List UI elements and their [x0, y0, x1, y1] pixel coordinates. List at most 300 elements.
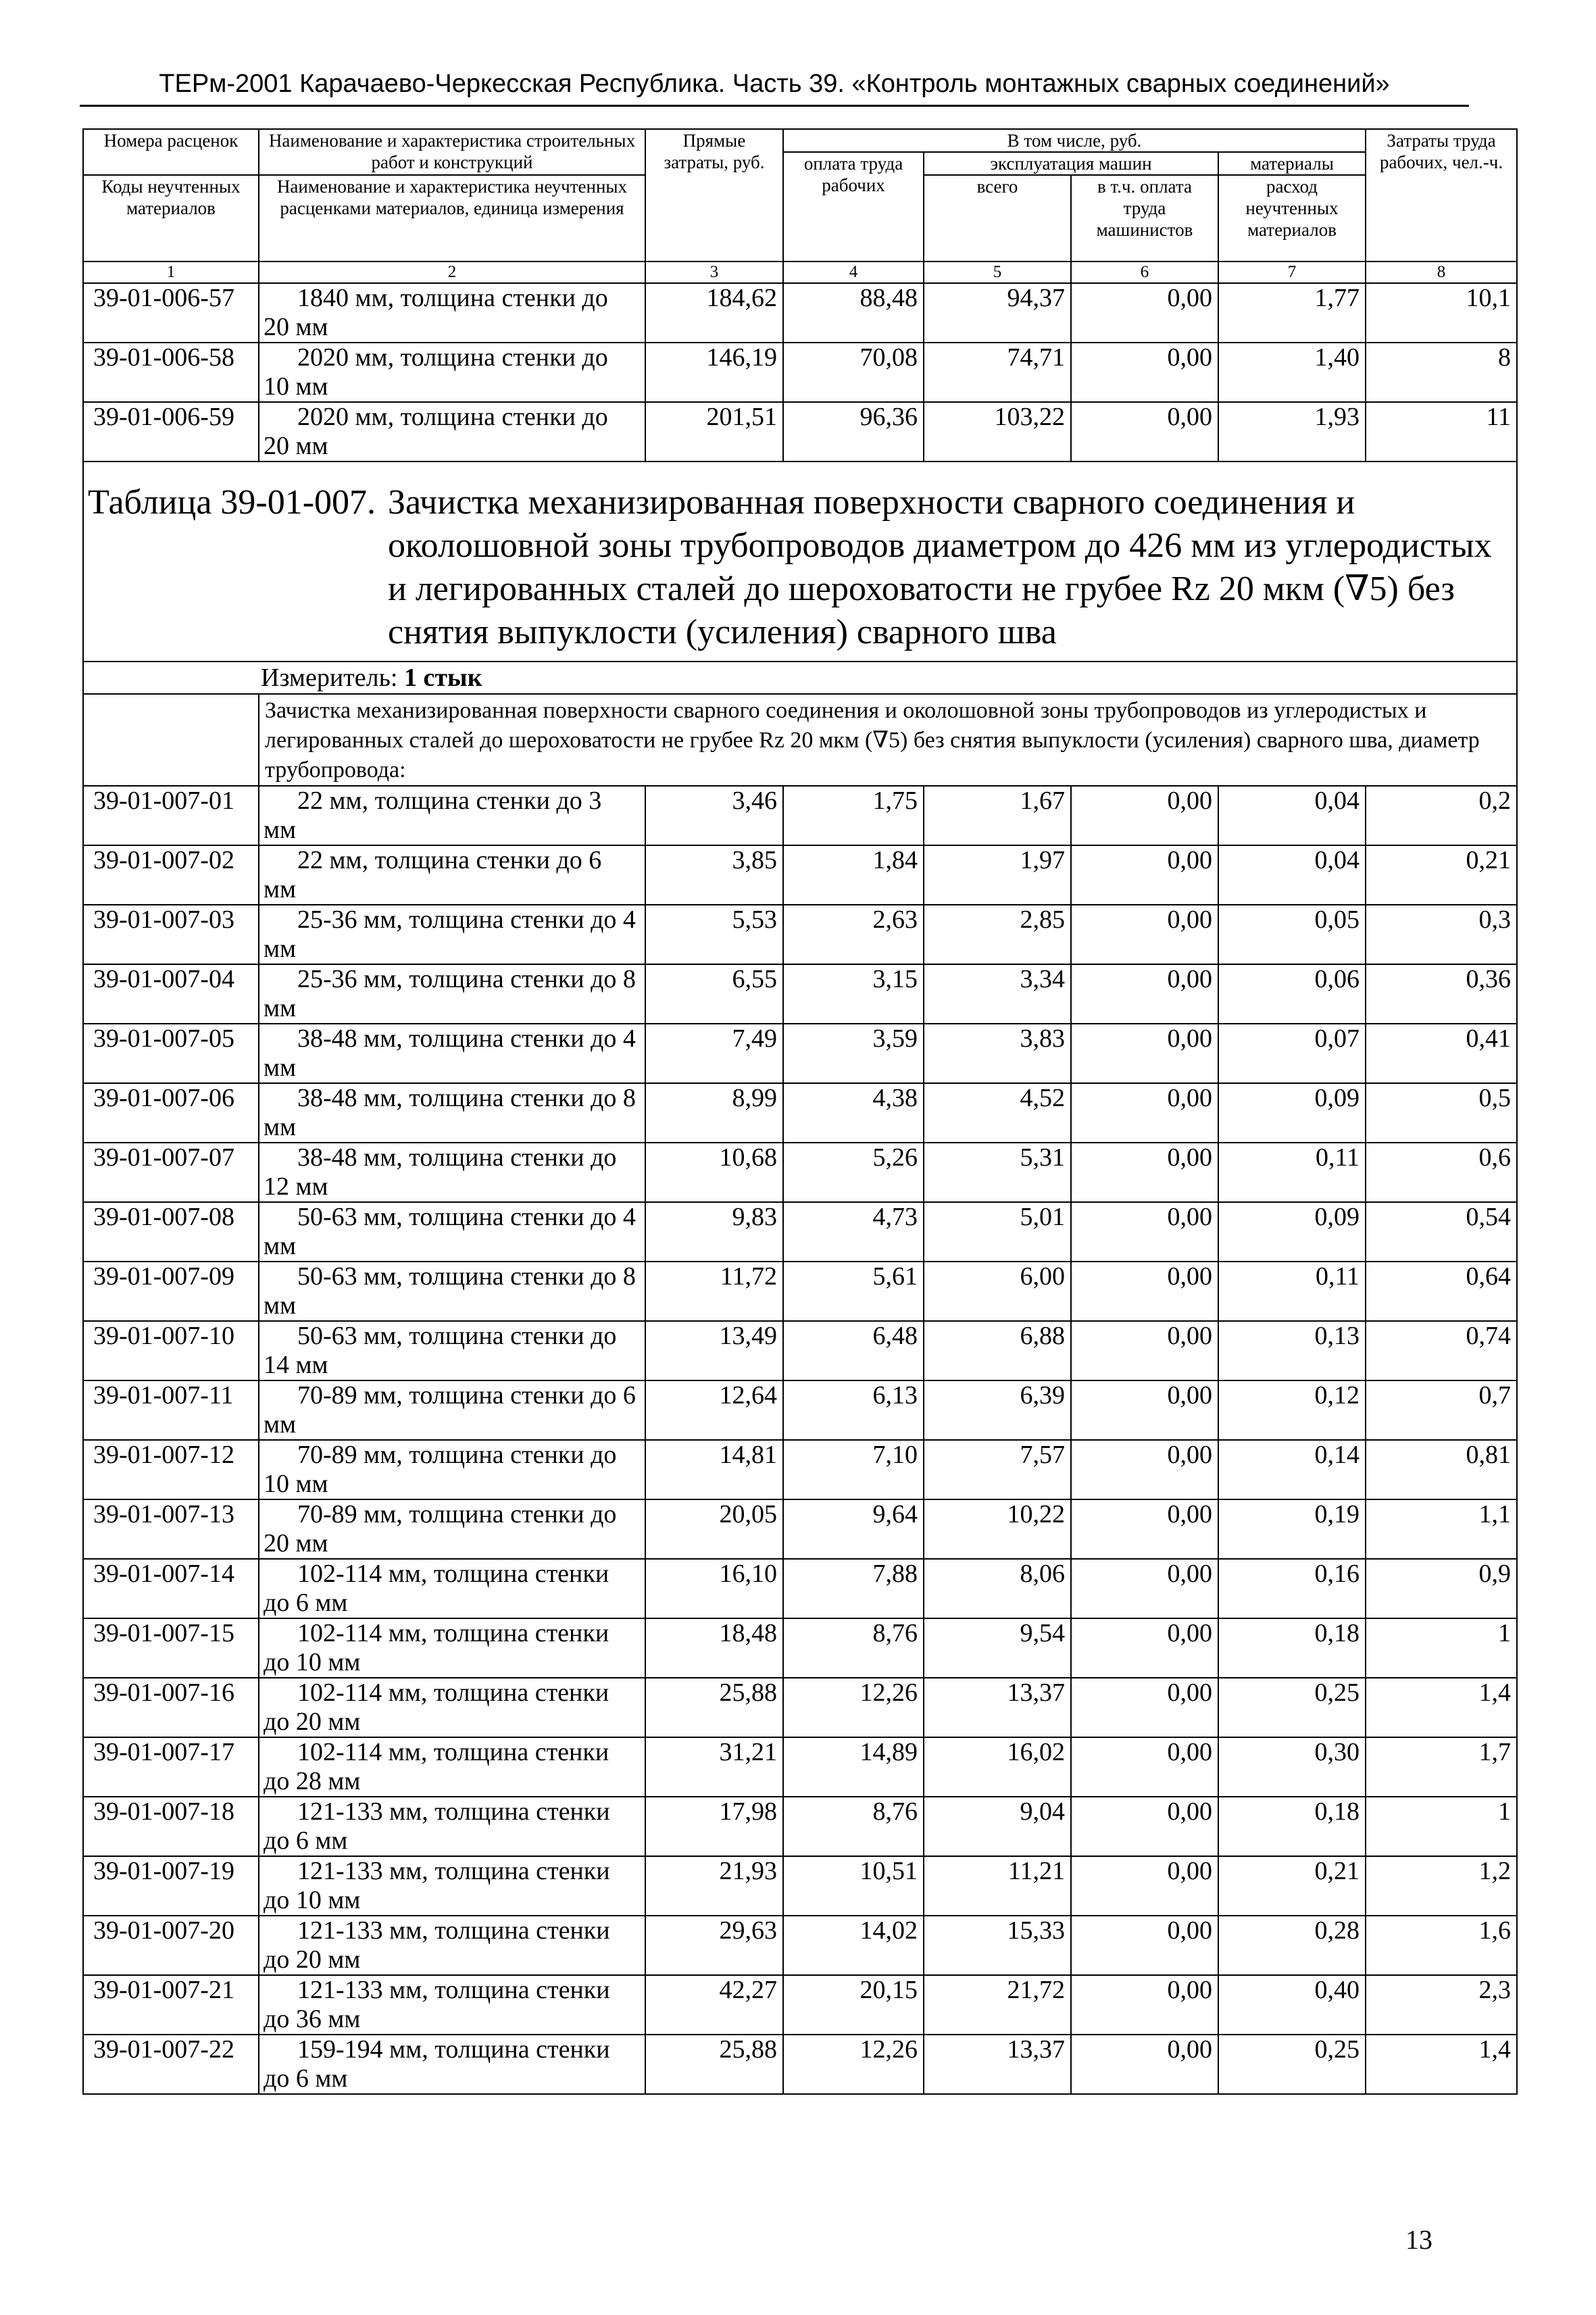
machine-total: 16,02 — [924, 1737, 1071, 1797]
labor-hours: 0,21 — [1366, 845, 1517, 905]
work-description-line2: до 36 мм — [264, 2005, 361, 2033]
materials: 0,28 — [1218, 1916, 1366, 1975]
table-row — [83, 1083, 1517, 1143]
machine-labor: 0,00 — [1071, 964, 1218, 1024]
work-description — [259, 1618, 645, 1678]
direct-costs: 12,64 — [645, 1380, 783, 1440]
work-description-line1: 38-48 мм, толщина стенки до — [297, 1143, 617, 1172]
header-machine-labor: в т.ч. оплата труда машинистов — [1071, 175, 1218, 262]
work-description-line2: мм — [264, 1232, 297, 1260]
work-description-line1: 50-63 мм, толщина стенки до 4 — [297, 1203, 636, 1231]
work-description-line1: 2020 мм, толщина стенки до — [297, 403, 608, 431]
machine-total: 9,04 — [924, 1797, 1071, 1856]
rates-table — [82, 128, 1518, 2095]
labor-pay: 3,59 — [783, 1024, 924, 1083]
table-row — [83, 283, 1517, 343]
machine-labor: 0,00 — [1071, 1737, 1218, 1797]
rate-code: 39-01-006-58 — [83, 343, 259, 402]
machine-labor: 0,00 — [1071, 1440, 1218, 1499]
labor-hours: 1,7 — [1366, 1737, 1517, 1797]
machine-labor: 0,00 — [1071, 283, 1218, 343]
labor-pay: 14,89 — [783, 1737, 924, 1797]
work-description — [259, 402, 645, 462]
work-description-line1: 22 мм, толщина стенки до 3 — [297, 787, 602, 815]
direct-costs: 184,62 — [645, 283, 783, 343]
header-materials: материалы — [1218, 152, 1366, 175]
rate-code: 39-01-007-02 — [83, 845, 259, 905]
rate-code: 39-01-007-18 — [83, 1797, 259, 1856]
machine-labor: 0,00 — [1071, 1321, 1218, 1380]
rate-code: 39-01-007-03 — [83, 905, 259, 964]
rate-code: 39-01-007-16 — [83, 1678, 259, 1737]
labor-hours: 0,54 — [1366, 1202, 1517, 1262]
labor-hours: 0,7 — [1366, 1380, 1517, 1440]
direct-costs: 10,68 — [645, 1143, 783, 1202]
machine-total: 94,37 — [924, 283, 1071, 343]
machine-total: 5,31 — [924, 1143, 1071, 1202]
labor-pay: 8,76 — [783, 1797, 924, 1856]
work-description — [259, 1143, 645, 1202]
work-description-line2: до 6 мм — [264, 2064, 348, 2093]
labor-hours: 11 — [1366, 402, 1517, 462]
labor-pay: 4,38 — [783, 1083, 924, 1143]
table-title-text: Зачистка механизированная поверхности сварного соединения и околошовной зоны трубопроводов диаметром до 426 мм из углеродистых и легированных сталей до шероховатости не грубее Rz 20 мкм (∇5) без снятия выпуклости (усиления) сварного шва — [388, 483, 1492, 651]
measure-row — [83, 662, 1517, 694]
materials: 0,04 — [1218, 786, 1366, 845]
rate-code: 39-01-007-05 — [83, 1024, 259, 1083]
machine-total: 11,21 — [924, 1856, 1071, 1916]
machine-total: 7,57 — [924, 1440, 1071, 1499]
machine-labor: 0,00 — [1071, 1678, 1218, 1737]
labor-hours: 10,1 — [1366, 283, 1517, 343]
measure — [83, 662, 1517, 694]
machine-total: 6,00 — [924, 1262, 1071, 1321]
labor-pay: 2,63 — [783, 905, 924, 964]
work-description-line1: 102-114 мм, толщина стенки — [297, 1619, 609, 1647]
labor-pay: 6,48 — [783, 1321, 924, 1380]
direct-costs: 3,85 — [645, 845, 783, 905]
direct-costs: 9,83 — [645, 1202, 783, 1262]
labor-pay: 70,08 — [783, 343, 924, 402]
header-direct-costs: Прямые затраты, руб. — [645, 129, 783, 262]
rate-code: 39-01-007-10 — [83, 1321, 259, 1380]
column-number: 2 — [259, 262, 645, 283]
labor-hours: 0,74 — [1366, 1321, 1517, 1380]
labor-pay: 7,88 — [783, 1559, 924, 1618]
column-number: 8 — [1366, 262, 1517, 283]
work-description-line2: до 10 мм — [264, 1886, 361, 1914]
labor-pay: 10,51 — [783, 1856, 924, 1916]
materials: 0,09 — [1218, 1202, 1366, 1262]
work-description-line2: мм — [264, 875, 297, 903]
materials: 0,40 — [1218, 1975, 1366, 2035]
materials: 0,25 — [1218, 1678, 1366, 1737]
labor-hours: 1,2 — [1366, 1856, 1517, 1916]
work-description-line1: 159-194 мм, толщина стенки — [297, 2035, 610, 2064]
work-description-line2: мм — [264, 1291, 297, 1320]
work-description-line1: 102-114 мм, толщина стенки — [297, 1560, 609, 1588]
rate-code: 39-01-007-14 — [83, 1559, 259, 1618]
direct-costs: 11,72 — [645, 1262, 783, 1321]
table-row — [83, 1024, 1517, 1083]
work-description — [259, 1975, 645, 2035]
labor-hours: 0,41 — [1366, 1024, 1517, 1083]
work-description — [259, 1916, 645, 1975]
table-row — [83, 1440, 1517, 1499]
materials: 0,14 — [1218, 1440, 1366, 1499]
labor-hours: 1,4 — [1366, 1678, 1517, 1737]
work-description-line2: до 20 мм — [264, 1945, 361, 1974]
work-description-line2: 20 мм — [264, 313, 328, 341]
labor-hours: 1,4 — [1366, 2035, 1517, 2094]
table-row — [83, 1143, 1517, 1202]
work-description — [259, 283, 645, 343]
work-description-line1: 50-63 мм, толщина стенки до 8 — [297, 1262, 636, 1291]
direct-costs: 21,93 — [645, 1856, 783, 1916]
rate-code: 39-01-007-15 — [83, 1618, 259, 1678]
work-description — [259, 1856, 645, 1916]
machine-total: 2,85 — [924, 905, 1071, 964]
work-description-line2: мм — [264, 1113, 297, 1141]
direct-costs: 16,10 — [645, 1559, 783, 1618]
header-material-name: Наименование и характеристика неучтенных расценками материалов, единица измерения — [259, 175, 645, 262]
work-description — [259, 1024, 645, 1083]
work-description — [259, 1440, 645, 1499]
machine-labor: 0,00 — [1071, 402, 1218, 462]
materials: 0,19 — [1218, 1499, 1366, 1559]
measure-label: Измеритель: — [261, 664, 398, 692]
materials: 0,18 — [1218, 1797, 1366, 1856]
materials: 0,12 — [1218, 1380, 1366, 1440]
machine-total: 3,83 — [924, 1024, 1071, 1083]
work-description-line1: 121-133 мм, толщина стенки — [297, 1916, 610, 1945]
direct-costs: 5,53 — [645, 905, 783, 964]
group-title-row — [83, 694, 1517, 786]
machine-total: 8,06 — [924, 1559, 1071, 1618]
materials: 0,13 — [1218, 1321, 1366, 1380]
machine-labor: 0,00 — [1071, 1202, 1218, 1262]
machine-labor: 0,00 — [1071, 1499, 1218, 1559]
direct-costs: 31,21 — [645, 1737, 783, 1797]
materials: 0,30 — [1218, 1737, 1366, 1797]
rate-code: 39-01-007-21 — [83, 1975, 259, 2035]
table-row — [83, 2035, 1517, 2094]
work-description-line1: 70-89 мм, толщина стенки до 6 — [297, 1381, 636, 1410]
direct-costs: 20,05 — [645, 1499, 783, 1559]
work-description-line1: 102-114 мм, толщина стенки — [297, 1678, 609, 1707]
measure-value: 1 стык — [404, 664, 482, 692]
direct-costs: 6,55 — [645, 964, 783, 1024]
rate-code: 39-01-007-09 — [83, 1262, 259, 1321]
table-row — [83, 1916, 1517, 1975]
work-description — [259, 1083, 645, 1143]
rate-code: 39-01-007-13 — [83, 1499, 259, 1559]
work-description — [259, 1262, 645, 1321]
work-description-line2: 10 мм — [264, 372, 328, 401]
machine-labor: 0,00 — [1071, 1975, 1218, 2035]
direct-costs: 201,51 — [645, 402, 783, 462]
direct-costs: 17,98 — [645, 1797, 783, 1856]
rate-code: 39-01-007-12 — [83, 1440, 259, 1499]
header-including: В том числе, руб. — [783, 129, 1366, 152]
table-row — [83, 1262, 1517, 1321]
table-row — [83, 1975, 1517, 2035]
labor-hours: 0,64 — [1366, 1262, 1517, 1321]
header-labor-pay: оплата труда рабочих — [783, 152, 924, 262]
header-machine-operation: эксплуатация машин — [924, 152, 1218, 175]
materials: 0,11 — [1218, 1143, 1366, 1202]
materials: 0,04 — [1218, 845, 1366, 905]
table-row — [83, 845, 1517, 905]
materials: 0,25 — [1218, 2035, 1366, 2094]
machine-total: 4,52 — [924, 1083, 1071, 1143]
work-description-line2: до 10 мм — [264, 1648, 361, 1676]
machine-labor: 0,00 — [1071, 1380, 1218, 1440]
work-description-line1: 38-48 мм, толщина стенки до 8 — [297, 1084, 636, 1112]
work-description — [259, 905, 645, 964]
machine-total: 9,54 — [924, 1618, 1071, 1678]
work-description-line1: 70-89 мм, толщина стенки до — [297, 1500, 617, 1528]
work-description — [259, 1797, 645, 1856]
work-description-line1: 70-89 мм, толщина стенки до — [297, 1441, 617, 1469]
column-number: 7 — [1218, 262, 1366, 283]
labor-pay: 96,36 — [783, 402, 924, 462]
work-description-line2: до 28 мм — [264, 1767, 361, 1795]
machine-total: 10,22 — [924, 1499, 1071, 1559]
labor-hours: 1 — [1366, 1797, 1517, 1856]
table-row — [83, 1797, 1517, 1856]
machine-labor: 0,00 — [1071, 845, 1218, 905]
work-description-line1: 22 мм, толщина стенки до 6 — [297, 846, 602, 874]
materials: 0,07 — [1218, 1024, 1366, 1083]
materials: 0,05 — [1218, 905, 1366, 964]
direct-costs: 18,48 — [645, 1618, 783, 1678]
group-title: Зачистка механизированная поверхности сварного соединения и околошовной зоны трубопроводов из углеродистых и легированных сталей до шероховатости не грубее Rz 20 мкм (∇5) без снятия выпуклости (усиления) сварного шва, диаметр трубопровода: — [259, 694, 1517, 786]
column-number: 4 — [783, 262, 924, 283]
machine-total: 13,37 — [924, 1678, 1071, 1737]
work-description-line2: мм — [264, 994, 297, 1022]
rate-code: 39-01-006-59 — [83, 402, 259, 462]
labor-pay: 14,02 — [783, 1916, 924, 1975]
direct-costs: 25,88 — [645, 1678, 783, 1737]
labor-hours: 8 — [1366, 343, 1517, 402]
work-description — [259, 2035, 645, 2094]
labor-pay: 20,15 — [783, 1975, 924, 2035]
work-description-line2: 20 мм — [264, 1529, 328, 1558]
work-description — [259, 1559, 645, 1618]
machine-total: 15,33 — [924, 1916, 1071, 1975]
machine-total: 6,39 — [924, 1380, 1071, 1440]
labor-pay: 1,75 — [783, 786, 924, 845]
materials: 1,40 — [1218, 343, 1366, 402]
work-description-line2: 20 мм — [264, 432, 328, 460]
page-number: 13 — [1405, 2224, 1432, 2255]
materials: 0,06 — [1218, 964, 1366, 1024]
table-row — [83, 1737, 1517, 1797]
work-description-line1: 38-48 мм, толщина стенки до 4 — [297, 1024, 636, 1053]
table-title-row — [83, 462, 1517, 662]
labor-hours: 1 — [1366, 1618, 1517, 1678]
labor-hours: 0,2 — [1366, 786, 1517, 845]
machine-total: 21,72 — [924, 1975, 1071, 2035]
work-description-line2: мм — [264, 1053, 297, 1082]
labor-pay: 1,84 — [783, 845, 924, 905]
labor-hours: 0,3 — [1366, 905, 1517, 964]
work-description-line1: 2020 мм, толщина стенки до — [297, 343, 608, 372]
table-row — [83, 964, 1517, 1024]
header-rate-numbers: Номера расценок — [83, 129, 259, 175]
work-description — [259, 1202, 645, 1262]
direct-costs: 8,99 — [645, 1083, 783, 1143]
materials: 0,21 — [1218, 1856, 1366, 1916]
column-number: 1 — [83, 262, 259, 283]
direct-costs: 25,88 — [645, 2035, 783, 2094]
machine-total: 13,37 — [924, 2035, 1071, 2094]
work-description — [259, 964, 645, 1024]
work-description-line1: 121-133 мм, толщина стенки — [297, 1797, 610, 1826]
machine-total: 3,34 — [924, 964, 1071, 1024]
materials: 1,77 — [1218, 283, 1366, 343]
table-title — [83, 462, 1517, 662]
work-description-line1: 121-133 мм, толщина стенки — [297, 1976, 610, 2004]
labor-pay: 7,10 — [783, 1440, 924, 1499]
work-description-line1: 102-114 мм, толщина стенки — [297, 1738, 609, 1766]
rate-code: 39-01-007-06 — [83, 1083, 259, 1143]
table-row — [83, 1380, 1517, 1440]
machine-labor: 0,00 — [1071, 1618, 1218, 1678]
materials: 0,18 — [1218, 1618, 1366, 1678]
column-numbers-row — [83, 262, 1517, 283]
work-description-line1: 121-133 мм, толщина стенки — [297, 1857, 610, 1885]
work-description-line2: 14 мм — [264, 1351, 328, 1379]
rate-code: 39-01-007-01 — [83, 786, 259, 845]
table-row — [83, 1321, 1517, 1380]
work-description-line2: мм — [264, 935, 297, 963]
work-description-line1: 25-36 мм, толщина стенки до 4 — [297, 905, 636, 934]
machine-labor: 0,00 — [1071, 343, 1218, 402]
work-description — [259, 845, 645, 905]
table-row — [83, 1499, 1517, 1559]
table-row — [83, 905, 1517, 964]
direct-costs: 146,19 — [645, 343, 783, 402]
table-number: Таблица 39-01-007. — [88, 483, 376, 522]
direct-costs: 29,63 — [645, 1916, 783, 1975]
labor-hours: 0,5 — [1366, 1083, 1517, 1143]
work-description — [259, 1678, 645, 1737]
labor-pay: 8,76 — [783, 1618, 924, 1678]
work-description-line2: 10 мм — [264, 1470, 328, 1498]
table-row — [83, 402, 1517, 462]
materials: 0,16 — [1218, 1559, 1366, 1618]
work-description — [259, 1321, 645, 1380]
labor-hours: 0,6 — [1366, 1143, 1517, 1202]
column-number: 5 — [924, 262, 1071, 283]
work-description — [259, 1737, 645, 1797]
rate-code: 39-01-006-57 — [83, 283, 259, 343]
labor-pay: 6,13 — [783, 1380, 924, 1440]
machine-total: 103,22 — [924, 402, 1071, 462]
header-materials-use: расход неучтенных материалов — [1218, 175, 1366, 262]
machine-labor: 0,00 — [1071, 1856, 1218, 1916]
rate-code: 39-01-007-20 — [83, 1916, 259, 1975]
table-row — [83, 343, 1517, 402]
direct-costs: 7,49 — [645, 1024, 783, 1083]
direct-costs: 13,49 — [645, 1321, 783, 1380]
labor-pay: 88,48 — [783, 283, 924, 343]
work-description — [259, 1380, 645, 1440]
materials: 0,11 — [1218, 1262, 1366, 1321]
work-description-line2: до 6 мм — [264, 1826, 348, 1855]
labor-pay: 12,26 — [783, 1678, 924, 1737]
work-description-line1: 1840 мм, толщина стенки до — [297, 284, 608, 312]
machine-total: 6,88 — [924, 1321, 1071, 1380]
machine-total: 74,71 — [924, 343, 1071, 402]
table-row — [83, 1202, 1517, 1262]
work-description-line2: до 20 мм — [264, 1708, 361, 1736]
labor-pay: 9,64 — [783, 1499, 924, 1559]
rate-code: 39-01-007-04 — [83, 964, 259, 1024]
header-material-codes: Коды неучтенных материалов — [83, 175, 259, 262]
labor-hours: 1,1 — [1366, 1499, 1517, 1559]
rate-code: 39-01-007-07 — [83, 1143, 259, 1202]
table-row — [83, 1559, 1517, 1618]
work-description-line1: 50-63 мм, толщина стенки до — [297, 1322, 617, 1350]
header-work-name: Наименование и характеристика строительных работ и конструкций — [259, 129, 645, 175]
work-description-line2: до 6 мм — [264, 1589, 348, 1617]
work-description — [259, 1499, 645, 1559]
table-row — [83, 786, 1517, 845]
machine-labor: 0,00 — [1071, 2035, 1218, 2094]
work-description-line2: мм — [264, 1410, 297, 1439]
labor-pay: 5,61 — [783, 1262, 924, 1321]
machine-labor: 0,00 — [1071, 1559, 1218, 1618]
labor-hours: 0,81 — [1366, 1440, 1517, 1499]
table-row — [83, 1856, 1517, 1916]
machine-total: 1,67 — [924, 786, 1071, 845]
direct-costs: 14,81 — [645, 1440, 783, 1499]
column-number: 6 — [1071, 262, 1218, 283]
work-description — [259, 786, 645, 845]
rate-code: 39-01-007-22 — [83, 2035, 259, 2094]
machine-total: 1,97 — [924, 845, 1071, 905]
header-labor-costs: Затраты труда рабочих, чел.-ч. — [1366, 129, 1517, 262]
work-description — [259, 343, 645, 402]
running-header: ТЕРм-2001 Карачаево-Черкесская Республика. Часть 39. «Контроль монтажных сварных соединений» — [159, 70, 1390, 98]
materials: 0,09 — [1218, 1083, 1366, 1143]
machine-labor: 0,00 — [1071, 1797, 1218, 1856]
machine-labor: 0,00 — [1071, 786, 1218, 845]
labor-pay: 4,73 — [783, 1202, 924, 1262]
labor-hours: 0,36 — [1366, 964, 1517, 1024]
work-description-line2: 12 мм — [264, 1172, 328, 1201]
machine-labor: 0,00 — [1071, 905, 1218, 964]
header-rule — [80, 105, 1469, 107]
table-row — [83, 1678, 1517, 1737]
labor-pay: 3,15 — [783, 964, 924, 1024]
labor-hours: 1,6 — [1366, 1916, 1517, 1975]
direct-costs: 42,27 — [645, 1975, 783, 2035]
table-row — [83, 1618, 1517, 1678]
rate-code: 39-01-007-08 — [83, 1202, 259, 1262]
direct-costs: 3,46 — [645, 786, 783, 845]
work-description-line1: 25-36 мм, толщина стенки до 8 — [297, 965, 636, 993]
work-description-line2: мм — [264, 816, 297, 844]
column-number: 3 — [645, 262, 783, 283]
machine-labor: 0,00 — [1071, 1143, 1218, 1202]
rate-code: 39-01-007-19 — [83, 1856, 259, 1916]
machine-labor: 0,00 — [1071, 1262, 1218, 1321]
labor-pay: 5,26 — [783, 1143, 924, 1202]
